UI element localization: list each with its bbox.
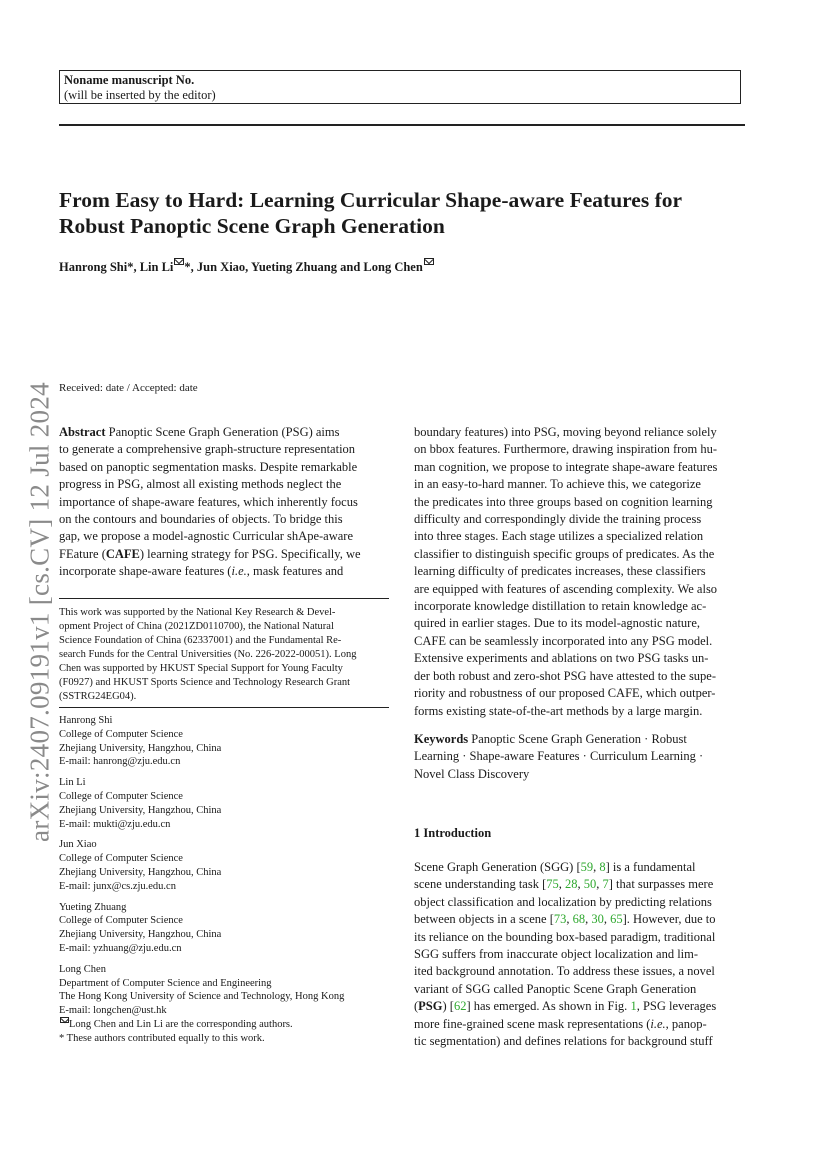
funding-line: Chen was supported by HKUST Special Support for Young Faculty <box>59 663 343 674</box>
citation-link[interactable]: 30 <box>591 912 604 927</box>
affiliation-block <box>59 838 399 893</box>
intro-text: , <box>603 912 611 927</box>
abstract-text: ) learning strategy for PSG. Specifically, we <box>139 546 361 561</box>
affiliation-line: The Hong Kong University of Science and Technology, Hong Kong <box>59 991 345 1003</box>
affiliation-block <box>59 963 399 1018</box>
citation-link[interactable]: 75 <box>546 877 559 892</box>
abstract-line: der both robust and zero-shot PSG have attested to the supe- <box>414 668 717 683</box>
funding-line: This work was supported by the National Key Research & Devel- <box>59 607 336 618</box>
header-rule <box>59 124 745 126</box>
email-address[interactable]: E-mail: hanrong@zju.edu.cn <box>59 756 181 768</box>
funding-line: (SSTRG24EG04). <box>59 691 137 702</box>
abstract-left <box>59 424 389 581</box>
intro-text: tic segmentation) and defines relations for background stuff <box>414 1034 713 1049</box>
intro-line <box>414 876 744 893</box>
citation-link[interactable]: 65 <box>610 912 623 927</box>
paper-title <box>59 187 749 239</box>
intro-line <box>414 894 744 911</box>
email-address[interactable]: E-mail: longchen@ust.hk <box>59 1005 167 1017</box>
funding-line: search Funds for the Central Universities (No. 226-2022-00051). Long <box>59 649 357 660</box>
citation-link[interactable]: 1 <box>630 999 637 1014</box>
affiliation-line: Zhejiang University, Hangzhou, China <box>59 742 222 754</box>
author-text: *, Jun Xiao, Yueting Zhuang and Long Chen <box>184 260 423 274</box>
intro-text: variant of SGG called Panoptic Scene Graph Generation <box>414 981 697 996</box>
abstract-line: forms existing state-of-the-art methods by a large margin. <box>414 703 703 718</box>
affiliation-line: Zhejiang University, Hangzhou, China <box>59 804 222 816</box>
corresponding-text: Long Chen and Lin Li are the corresponding authors. <box>69 1019 293 1030</box>
abstract-line: quired in earlier stages. Due to its model-agnostic nature, <box>414 616 701 631</box>
abstract-text: incorporate shape-aware features ( <box>59 564 232 579</box>
section-heading-introduction: 1 Introduction <box>414 826 492 840</box>
abstract-line: in an easy-to-hard manner. To achieve this, we categorize <box>414 477 701 492</box>
abstract-label: Abstract <box>59 425 106 439</box>
abstract-line <box>59 424 389 441</box>
abstract-line: importance of shape-aware features, which inherently focus <box>59 494 358 509</box>
affiliation-line: College of Computer Science <box>59 790 183 802</box>
arxiv-stamp: arXiv:2407.09191v1 [cs.CV] 12 Jul 2024 <box>24 382 55 842</box>
abstract-line: the predicates into three groups based on cognition learning <box>414 494 713 509</box>
envelope-icon <box>60 1017 69 1023</box>
abstract-line: Extensive experiments and ablations on two PSG tasks un- <box>414 651 709 666</box>
received-date: Received: date / Accepted: date <box>59 382 198 394</box>
intro-text: Scene Graph Generation (SGG) [ <box>414 860 581 874</box>
footnote-rule <box>59 707 389 708</box>
author-list <box>59 260 434 275</box>
abstract-line: riority and robustness of our proposed CAFE, which outper- <box>414 686 716 701</box>
corresponding-note <box>59 1018 399 1032</box>
author-notes <box>59 1018 399 1046</box>
abstract-line: on the contours and boundaries of objects. To bridge this <box>59 512 343 527</box>
intro-text: scene understanding task [ <box>414 877 547 892</box>
affiliation-line: Yueting Zhuang <box>59 901 127 913</box>
intro-line <box>414 1033 744 1050</box>
intro-line <box>414 911 744 928</box>
affiliation-block <box>59 901 399 956</box>
affiliation-line: Zhejiang University, Hangzhou, China <box>59 866 222 878</box>
abstract-line: classifier to distinguish specific groups of predicates. As the <box>414 546 715 561</box>
abstract-right <box>414 424 744 720</box>
affiliation-line: Department of Computer Science and Engineering <box>59 977 272 989</box>
citation-link[interactable]: 8 <box>599 860 606 874</box>
intro-text: , <box>585 912 592 927</box>
abstract-line: learning difficulty of predicates increases, these classifiers <box>414 564 706 579</box>
intro-text: ] is a fundamental <box>605 860 696 874</box>
introduction-text <box>414 859 744 1050</box>
intro-text: , <box>593 860 600 874</box>
intro-text: ] has emerged. As shown in Fig. <box>466 999 631 1014</box>
keywords-line: Learning · Shape-aware Features · Curriculum Learning · <box>414 749 704 764</box>
intro-text: between objects in a scene [ <box>414 912 554 927</box>
affiliation-line: Jun Xiao <box>59 839 97 851</box>
intro-text: , <box>577 877 584 892</box>
intro-text: ] that surpasses mere <box>608 877 714 892</box>
intro-text: more fine-grained scene mask representations ( <box>414 1016 651 1031</box>
affiliations <box>59 714 399 1025</box>
abstract-text: FEature ( <box>59 546 106 561</box>
psg-acronym: PSG <box>418 999 443 1014</box>
intro-text: ]. However, due to <box>622 912 716 927</box>
affiliation-line: College of Computer Science <box>59 915 183 927</box>
affiliation-line: College of Computer Science <box>59 853 183 865</box>
affiliation-block <box>59 714 399 769</box>
intro-line <box>414 998 744 1015</box>
envelope-icon <box>424 258 434 265</box>
email-address[interactable]: E-mail: yzhuang@zju.edu.cn <box>59 942 182 954</box>
manuscript-number: Noname manuscript No. <box>64 73 195 87</box>
intro-line <box>414 946 744 963</box>
abstract-line: progress in PSG, almost all existing methods neglect the <box>59 477 342 492</box>
abstract-line: on bbox features. Furthermore, drawing inspiration from hu- <box>414 442 718 457</box>
abstract-line: into three stages. Each stage utilizes a specialized relation <box>414 529 704 544</box>
abstract-line: are equipped with features of ascending complexity. We also <box>414 581 718 596</box>
citation-link[interactable]: 73 <box>553 912 567 927</box>
keywords-text: Panoptic Scene Graph Generation · Robust <box>468 732 687 746</box>
keywords-line <box>414 731 744 748</box>
abstract-line <box>59 563 389 580</box>
affiliation-line: College of Computer Science <box>59 728 183 740</box>
funding-line: opment Project of China (2021ZD0110700), the National Natural <box>59 621 334 632</box>
keywords-label: Keywords <box>414 732 469 746</box>
abstract-line: CAFE can be seamlessly incorporated into any PSG model. <box>414 633 713 648</box>
title-line: From Easy to Hard: Learning Curricular Shape-aware Features for <box>59 188 683 212</box>
email-address[interactable]: E-mail: junx@cs.zju.edu.cn <box>59 880 176 892</box>
intro-text: , <box>558 877 566 892</box>
abstract-line <box>59 546 389 563</box>
intro-text: ( <box>414 999 419 1014</box>
abstract-line: incorporate knowledge distillation to retain knowledge ac- <box>414 599 707 614</box>
citation-link[interactable]: 50 <box>583 877 597 892</box>
citation-link[interactable]: 68 <box>572 912 586 927</box>
citation-link[interactable]: 7 <box>602 877 609 892</box>
intro-text: , panop- <box>665 1016 707 1031</box>
affiliation-block <box>59 776 399 831</box>
intro-line <box>414 963 744 980</box>
intro-line <box>414 981 744 998</box>
envelope-icon <box>174 258 184 265</box>
intro-text: SGG suffers from inaccurate object localization and lim- <box>414 947 699 962</box>
footnote-rule <box>59 598 389 599</box>
intro-line <box>414 929 744 946</box>
affiliation-line: Lin Li <box>59 777 86 789</box>
citation-link[interactable]: 62 <box>453 999 467 1014</box>
email-address[interactable]: E-mail: mukti@zju.edu.cn <box>59 818 171 830</box>
intro-text: , <box>566 912 573 927</box>
abstract-line: to generate a comprehensive graph-structure representation <box>59 442 356 457</box>
keywords-line: Novel Class Discovery <box>414 766 530 781</box>
ie-italic: i.e. <box>231 564 247 579</box>
abstract-line: boundary features) into PSG, moving beyond reliance solely <box>414 425 717 439</box>
affiliation-line: Zhejiang University, Hangzhou, China <box>59 929 222 941</box>
funding-line: (F0927) and HKUST Sports Science and Technology Research Grant <box>59 677 351 688</box>
author-text: Hanrong Shi*, Lin Li <box>59 260 174 274</box>
intro-text: its reliance on the bounding box-based paradigm, traditional <box>414 929 716 944</box>
intro-line <box>414 859 744 876</box>
intro-text: ) [ <box>442 999 454 1014</box>
abstract-line: difficulty and correspondingly divide the training process <box>414 512 702 527</box>
funding-line: Science Foundation of China (62337001) and the Fundamental Re- <box>59 635 342 646</box>
keywords <box>414 731 744 783</box>
intro-text: , PSG leverages <box>636 999 717 1014</box>
intro-line <box>414 1016 744 1033</box>
title-line: Robust Panoptic Scene Graph Generation <box>59 214 445 238</box>
abstract-text: , mask features and <box>246 564 344 579</box>
citation-link[interactable]: 28 <box>565 877 578 892</box>
intro-text: object classification and localization by predicting relations <box>414 894 712 909</box>
abstract-line: gap, we propose a model-agnostic Curricular shApe-aware <box>59 529 353 544</box>
equal-contribution-note: * These authors contributed equally to this work. <box>59 1032 265 1044</box>
citation-link[interactable]: 59 <box>580 860 594 874</box>
manuscript-header-box <box>59 70 741 104</box>
intro-text: ited background annotation. To address these issues, a novel <box>414 964 715 979</box>
cafe-acronym: CAFE <box>105 546 140 561</box>
abstract-line: man cognition, we propose to integrate shape-aware features <box>414 459 718 474</box>
affiliation-line: Long Chen <box>59 963 106 975</box>
editor-note: (will be inserted by the editor) <box>64 88 216 102</box>
abstract-text: Panoptic Scene Graph Generation (PSG) aims <box>105 425 340 439</box>
abstract-line: based on panoptic segmentation masks. Despite remarkable <box>59 459 358 474</box>
ie-italic: i.e. <box>650 1016 666 1031</box>
funding-note <box>59 606 389 704</box>
intro-text: , <box>596 877 603 892</box>
affiliation-line: Hanrong Shi <box>59 715 113 726</box>
